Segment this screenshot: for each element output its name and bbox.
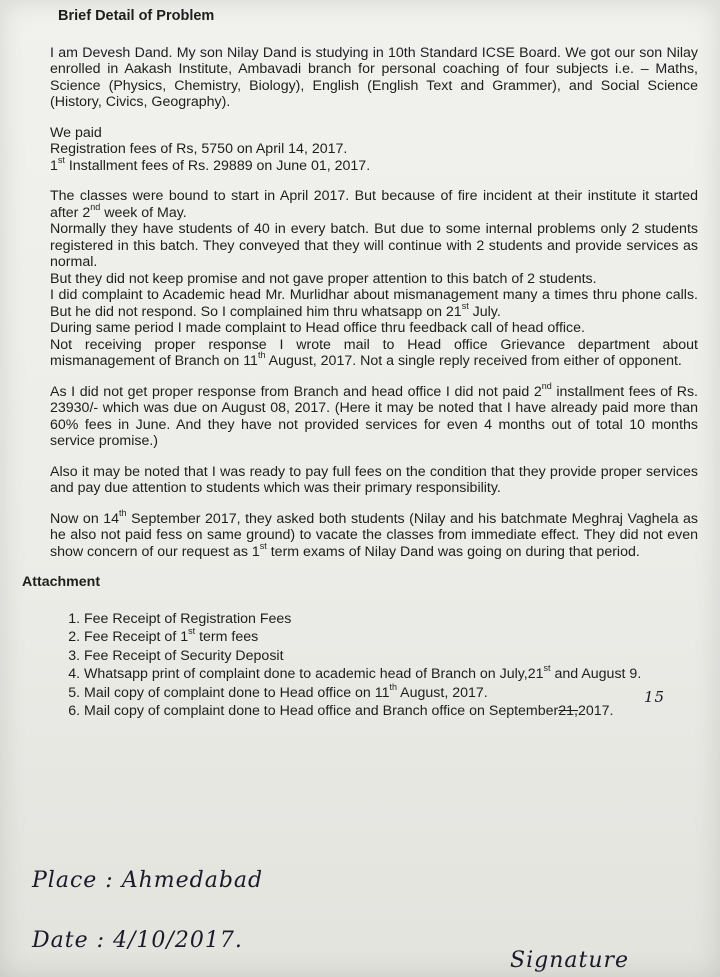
- payments-section: [50, 125, 698, 175]
- attachment-item: 1. Fee Receipt of Registration Fees: [84, 611, 698, 628]
- para-vacate: Now on 14th September 2017, they asked both students (Nilay and his batchmate Meghraj Vaghela as he also not paid fess on same ground) to vacate the classes from immediate effect. They did not even show concern of our request as 1st term exams of Nilay Dand was going on during that period.: [50, 507, 698, 560]
- handwritten-place: Place : Ahmedabad: [32, 868, 264, 893]
- intro-paragraph: I am Devesh Dand. My son Nilay Dand is studying in 10th Standard ICSE Board. We got our son Nilay enrolled in Aakash Institute, Ambavadi branch for personal coaching of four subjects i.e. – Maths, Science (Physics, Chemistry, Biology), English (English Text and Grammer), and Social Science (History, Civics, Geography).: [50, 44, 698, 110]
- para-batch-size: Normally they have students of 40 in every batch. But due to some internal problems only 2 students registered in this batch. They conveyed that they will continue with 2 students and provide services as normal.: [50, 221, 698, 270]
- struck-date: 21,: [558, 703, 578, 719]
- paid-line-installment: 1st Installment fees of Rs. 29889 on June 01, 2017.: [50, 154, 371, 174]
- paid-line-registration: Registration fees of Rs, 5750 on April 14, 2017.: [50, 141, 348, 157]
- handwritten-date: Date : 4/10/2017.: [32, 928, 243, 953]
- attachment-item: 2. Fee Receipt of 1st term fees: [84, 629, 698, 646]
- para-academic-complaint: I did complaint to Academic head Mr. Murlidhar about mismanagement many a times thru phone calls. But he did not respond. So I complained him thru whatsapp on 21st July.: [50, 287, 698, 320]
- attachment-item: 5. Mail copy of complaint done to Head office on 11th August, 2017.: [84, 685, 698, 702]
- para-ready-to-pay: Also it may be noted that I was ready to pay full fees on the condition that they provide proper services and pay due attention to students which was their primary responsibility.: [50, 463, 698, 496]
- attachment-item: 6. Mail copy of complaint done to Head office and Branch office on September21,2017. 15: [84, 703, 698, 720]
- events-section: [50, 188, 698, 370]
- document-body: [18, 2, 698, 722]
- para-head-office-call: During same period I made complaint to Head office thru feedback call of head office.: [50, 320, 585, 336]
- para-installment-withheld: As I did not get proper response from Branch and head office I did not paid 2nd installment fees of Rs. 23930/- which was due on August 08, 2017. (Here it may be noted that I have already paid more than 60% fees in June. And they have not provided services for even 4 months out of total 10 months service promise.): [50, 380, 698, 449]
- attachment-heading: Attachment: [22, 574, 101, 590]
- attachment-list: [62, 611, 698, 720]
- attachment-item: 4. Whatsapp print of complaint done to academic head of Branch on July,21st and August 9.: [84, 666, 698, 683]
- paid-label: We paid: [50, 124, 102, 141]
- attachment-item: 3. Fee Receipt of Security Deposit: [84, 648, 698, 665]
- document-title: Brief Detail of Problem: [58, 8, 215, 24]
- handwritten-signature: Signature: [510, 948, 630, 973]
- para-grievance-mail: Not receiving proper response I wrote mail to Head office Grievance department about mismanagement of Branch on 11th August, 2017. Not a single reply received from either of opponent.: [50, 336, 698, 369]
- para-promise: But they did not keep promise and not gave proper attention to this batch of 2 students.: [50, 270, 597, 287]
- para-classes-start: The classes were bound to start in April 2017. But because of fire incident at their institute it started after 2nd week of May.: [50, 188, 698, 221]
- handwritten-correction: 15: [644, 688, 666, 706]
